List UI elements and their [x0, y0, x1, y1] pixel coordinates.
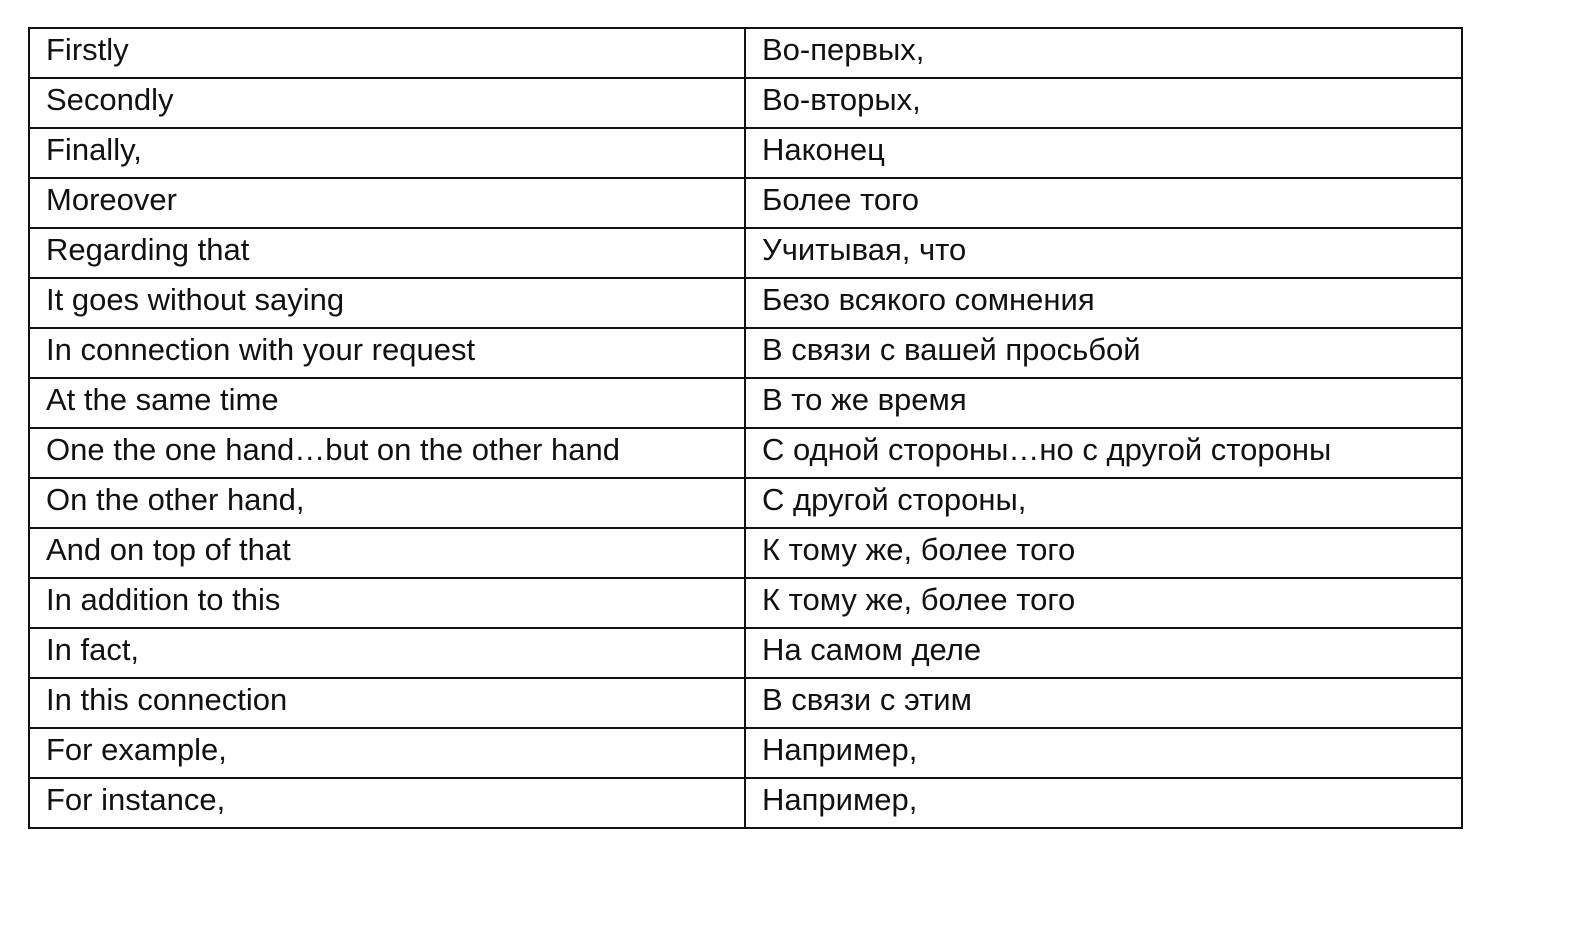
russian-phrase-cell — [745, 478, 1462, 528]
english-phrase-cell — [29, 228, 745, 278]
table-row — [29, 778, 1462, 828]
table-row — [29, 28, 1462, 78]
russian-phrase: С другой стороны, — [762, 482, 1027, 517]
table-row — [29, 428, 1462, 478]
russian-phrase-cell — [745, 678, 1462, 728]
table-row — [29, 228, 1462, 278]
phrase-table-container — [28, 27, 1463, 829]
russian-phrase: Во-вторых, — [762, 82, 921, 117]
table-row — [29, 178, 1462, 228]
english-phrase: On the other hand, — [46, 482, 305, 517]
russian-phrase: С одной стороны…но с другой стороны — [762, 432, 1332, 467]
russian-phrase-cell — [745, 578, 1462, 628]
table-row — [29, 128, 1462, 178]
russian-phrase: Наконец — [762, 132, 885, 167]
russian-phrase: К тому же, более того — [762, 582, 1076, 617]
english-phrase-cell — [29, 428, 745, 478]
russian-phrase-cell — [745, 328, 1462, 378]
russian-phrase: Во-первых, — [762, 32, 925, 67]
english-phrase: In connection with your request — [46, 332, 476, 367]
english-phrase: For instance, — [46, 782, 226, 817]
russian-phrase-cell — [745, 28, 1462, 78]
english-phrase-cell — [29, 478, 745, 528]
table-row — [29, 328, 1462, 378]
english-phrase: For example, — [46, 732, 227, 767]
table-row — [29, 678, 1462, 728]
english-phrase-cell — [29, 728, 745, 778]
english-phrase-cell — [29, 628, 745, 678]
english-phrase-cell — [29, 28, 745, 78]
russian-phrase: Безо всякого сомнения — [762, 282, 1095, 317]
russian-phrase-cell — [745, 378, 1462, 428]
russian-phrase: Более того — [762, 182, 920, 217]
russian-phrase: Например, — [762, 782, 918, 817]
english-phrase-cell — [29, 378, 745, 428]
russian-phrase-cell — [745, 78, 1462, 128]
russian-phrase-cell — [745, 128, 1462, 178]
english-phrase: Finally, — [46, 132, 142, 167]
english-phrase: In this connection — [46, 682, 288, 717]
english-phrase: Regarding that — [46, 232, 250, 267]
english-phrase: Moreover — [46, 182, 177, 217]
russian-phrase: К тому же, более того — [762, 532, 1076, 567]
russian-phrase: В связи с этим — [762, 682, 972, 717]
phrase-translation-table — [28, 27, 1463, 829]
russian-phrase-cell — [745, 628, 1462, 678]
russian-phrase: На самом деле — [762, 632, 982, 667]
english-phrase-cell — [29, 778, 745, 828]
table-row — [29, 578, 1462, 628]
russian-phrase-cell — [745, 228, 1462, 278]
table-row — [29, 78, 1462, 128]
english-phrase-cell — [29, 128, 745, 178]
russian-phrase-cell — [745, 428, 1462, 478]
table-row — [29, 528, 1462, 578]
english-phrase: And on top of that — [46, 532, 291, 567]
english-phrase-cell — [29, 578, 745, 628]
table-row — [29, 478, 1462, 528]
russian-phrase-cell — [745, 528, 1462, 578]
table-row — [29, 278, 1462, 328]
english-phrase-cell — [29, 278, 745, 328]
english-phrase: It goes without saying — [46, 282, 345, 317]
english-phrase-cell — [29, 328, 745, 378]
russian-phrase: В то же время — [762, 382, 967, 417]
english-phrase-cell — [29, 178, 745, 228]
russian-phrase-cell — [745, 728, 1462, 778]
table-row — [29, 378, 1462, 428]
table-row — [29, 628, 1462, 678]
english-phrase-cell — [29, 678, 745, 728]
english-phrase: One the one hand…but on the other hand — [46, 432, 620, 467]
table-row — [29, 728, 1462, 778]
english-phrase: In addition to this — [46, 582, 281, 617]
table-body — [29, 28, 1462, 828]
russian-phrase-cell — [745, 278, 1462, 328]
russian-phrase-cell — [745, 178, 1462, 228]
english-phrase: Firstly — [46, 32, 129, 67]
russian-phrase: В связи с вашей просьбой — [762, 332, 1141, 367]
english-phrase: At the same time — [46, 382, 279, 417]
english-phrase: In fact, — [46, 632, 140, 667]
english-phrase: Secondly — [46, 82, 174, 117]
russian-phrase: Например, — [762, 732, 918, 767]
russian-phrase-cell — [745, 778, 1462, 828]
russian-phrase: Учитывая, что — [762, 232, 967, 267]
english-phrase-cell — [29, 78, 745, 128]
english-phrase-cell — [29, 528, 745, 578]
